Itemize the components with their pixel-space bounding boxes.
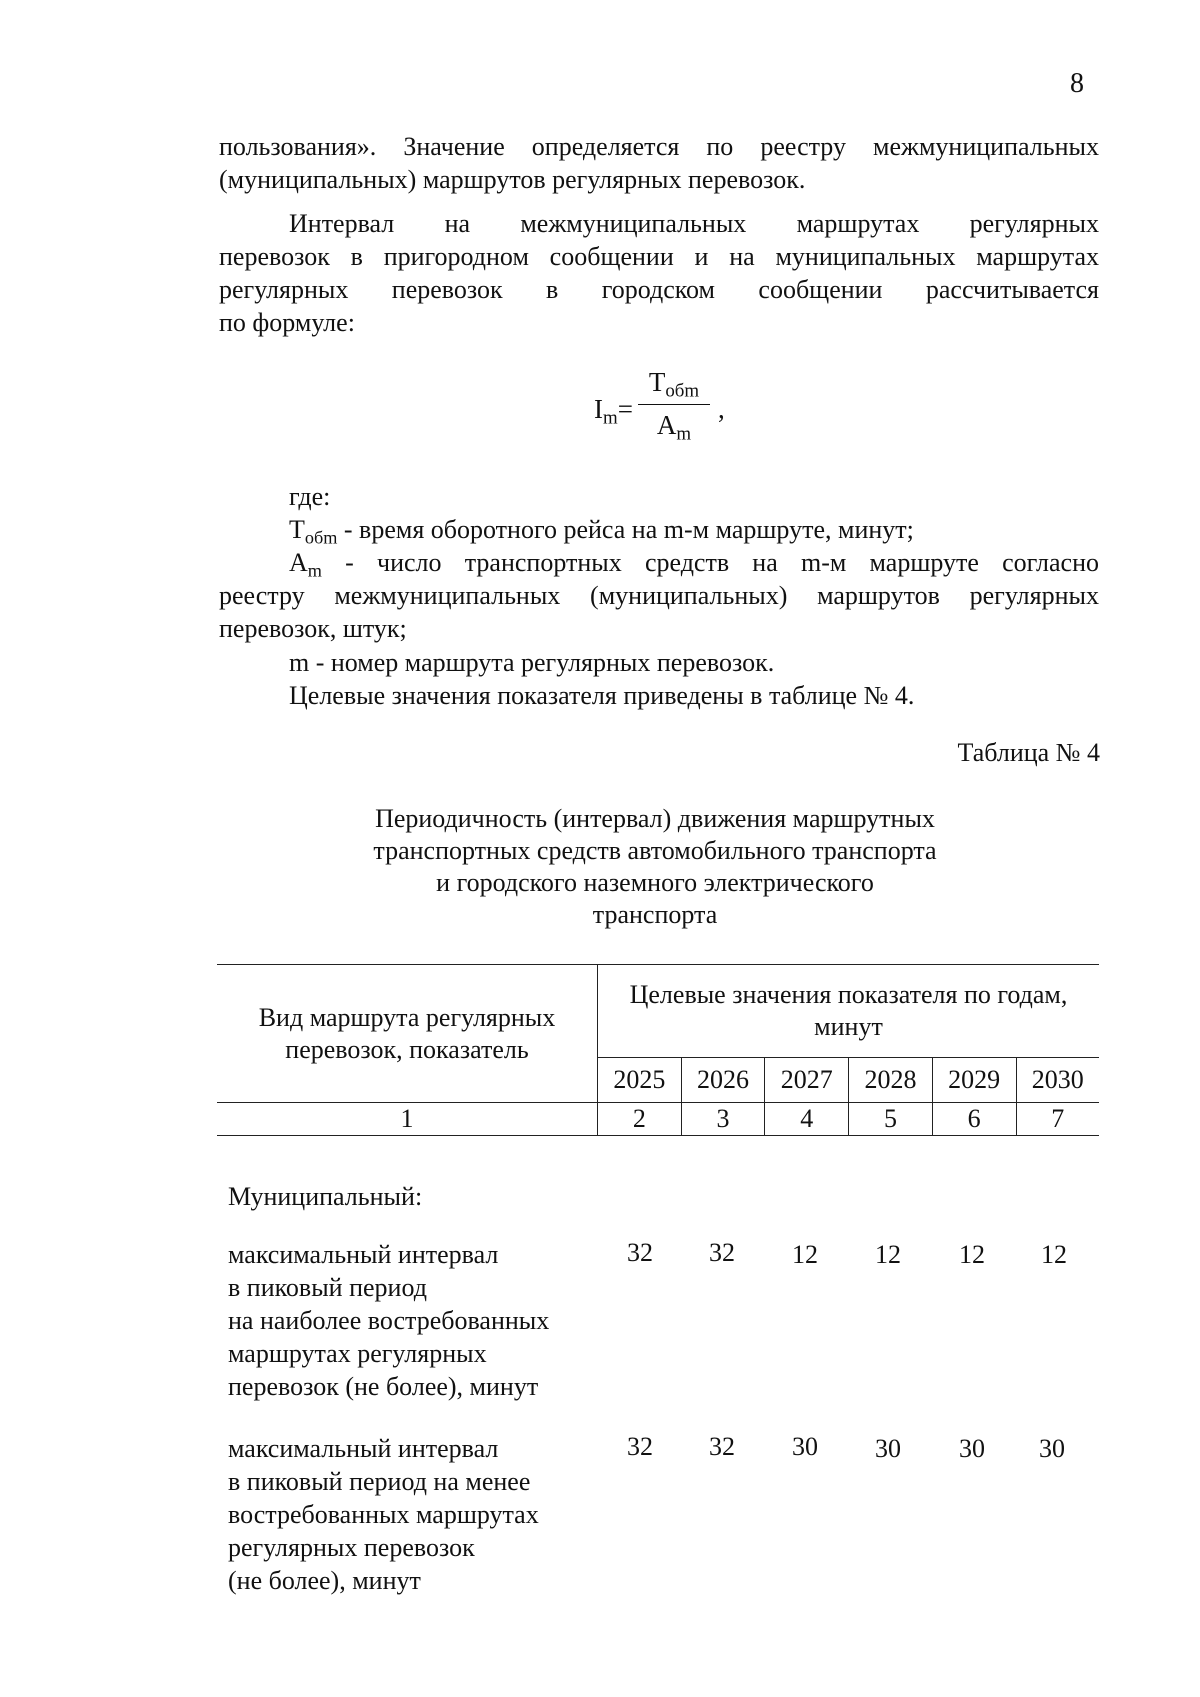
definition-a-line-1 [219, 546, 1099, 579]
column-number-cell: 2 [598, 1103, 682, 1136]
table-title-line-4: транспорта [592, 900, 718, 929]
row-2-value-2026: 32 [709, 1432, 735, 1461]
header-target-values: Целевые значения показателя по годам, минут [598, 965, 1100, 1058]
column-number-cell: 4 [765, 1103, 849, 1136]
paragraph-1-line-1: пользования». Значение определяется по реестру межмуниципальных [219, 132, 1099, 161]
column-number-cell: 1 [217, 1103, 598, 1136]
target-values-note: Целевые значения показателя приведены в таблице № 4. [289, 681, 915, 710]
indicator-table-header [217, 964, 1099, 1136]
formula-fraction-bar [638, 404, 710, 405]
row-label-line: перевозок (не более), минут [228, 1372, 539, 1401]
row-1-value-2028: 12 [875, 1240, 901, 1269]
year-cell: 2025 [598, 1058, 682, 1103]
formula-fraction [638, 364, 710, 443]
column-number-cell: 5 [849, 1103, 933, 1136]
row-label-line: на наиболее востребованных [228, 1306, 550, 1335]
column-number-cell: 7 [1016, 1103, 1099, 1136]
definition-t-symbol: T [289, 515, 305, 544]
formula-lhs-subscript: m [603, 407, 618, 429]
row-label-line: (не более), минут [228, 1566, 421, 1595]
definition-t [289, 513, 914, 546]
formula-num-symbol: T [648, 367, 666, 397]
formula-equals: = [617, 394, 633, 424]
row-label-line: маршрутах регулярных [228, 1339, 487, 1368]
formula-lhs [594, 394, 633, 429]
row-1-value-2026: 32 [709, 1238, 735, 1267]
formula-comma: , [718, 394, 725, 424]
paragraph-2-line-2: перевозок в пригородном сообщении и на муниципальных маршрутах [219, 242, 1099, 271]
row-label-line: востребованных маршрутах [228, 1500, 539, 1529]
definition-m: m - номер маршрута регулярных перевозок. [289, 648, 775, 677]
row-label-line: в пиковый период [228, 1273, 427, 1302]
definition-a-subscript: m [307, 560, 322, 581]
row-1-value-2027: 12 [792, 1240, 818, 1269]
table-label: Таблица № 4 [957, 738, 1100, 767]
year-cell: 2029 [932, 1058, 1016, 1103]
row-1-value-2025: 32 [627, 1238, 653, 1267]
year-cell: 2027 [765, 1058, 849, 1103]
row-1-value-2029: 12 [959, 1240, 985, 1269]
page-number: 8 [1070, 68, 1084, 99]
row-2-value-2027: 30 [792, 1432, 818, 1461]
table-title [330, 803, 980, 931]
table-header-row [217, 965, 1099, 1058]
where-label: где: [289, 482, 331, 511]
row-2-value-2028: 30 [875, 1434, 901, 1463]
year-cell: 2026 [681, 1058, 765, 1103]
row-label-line: регулярных перевозок [228, 1533, 475, 1562]
year-cell: 2028 [849, 1058, 933, 1103]
definition-t-subscript: обm [304, 527, 338, 548]
row-2-value-2030: 30 [1039, 1434, 1065, 1463]
formula-denominator [638, 407, 710, 443]
definition-a-text: - число транспортных средств на m-м маршруте согласно [321, 548, 1099, 577]
row-2-value-2029: 30 [959, 1434, 985, 1463]
year-cell: 2030 [1016, 1058, 1099, 1103]
formula-numerator [638, 364, 710, 400]
paragraph-2-line-1: Интервал на межмуниципальных маршрутах регулярных [289, 209, 1099, 238]
paragraph-2-line-3: регулярных перевозок в городском сообщении рассчитывается [219, 275, 1099, 304]
row-1-label [228, 1238, 598, 1403]
row-label-line: в пиковый период на менее [228, 1467, 531, 1496]
header-route-type: Вид маршрута регулярных перевозок, показатель [217, 965, 598, 1103]
row-2-label [228, 1432, 598, 1597]
definition-a-line-2: реестру межмуниципальных (муниципальных) маршрутов регулярных [219, 581, 1099, 610]
formula-lhs-symbol: I [594, 394, 603, 424]
paragraph-2 [219, 207, 1099, 339]
paragraph-1-line-2: (муниципальных) маршрутов регулярных перевозок. [219, 165, 806, 194]
table-column-numbers-row [217, 1103, 1099, 1136]
column-number-cell: 6 [932, 1103, 1016, 1136]
definition-a-line-3: перевозок, штук; [219, 614, 407, 643]
definition-t-text: - время оборотного рейса на m-м маршруте, минут; [337, 515, 914, 544]
table-title-line-1: Периодичность (интервал) движения маршрутных [375, 804, 935, 833]
table-title-line-2: транспортных средств автомобильного транспорта [373, 836, 937, 865]
formula-num-subscript: обm [665, 380, 700, 402]
paragraph-1 [219, 130, 1099, 196]
table-title-line-3: и городского наземного электрического [436, 868, 874, 897]
formula-den-subscript: m [676, 423, 692, 445]
formula-den-symbol: A [656, 410, 677, 440]
row-1-value-2030: 12 [1041, 1240, 1067, 1269]
section-municipal: Муниципальный: [228, 1182, 423, 1211]
row-2-value-2025: 32 [627, 1432, 653, 1461]
definition-a [219, 546, 1099, 645]
paragraph-2-line-4: по формуле: [219, 308, 355, 337]
column-number-cell: 3 [681, 1103, 765, 1136]
definition-a-symbol: A [289, 548, 308, 577]
row-label-line: максимальный интервал [228, 1434, 499, 1463]
row-label-line: максимальный интервал [228, 1240, 499, 1269]
